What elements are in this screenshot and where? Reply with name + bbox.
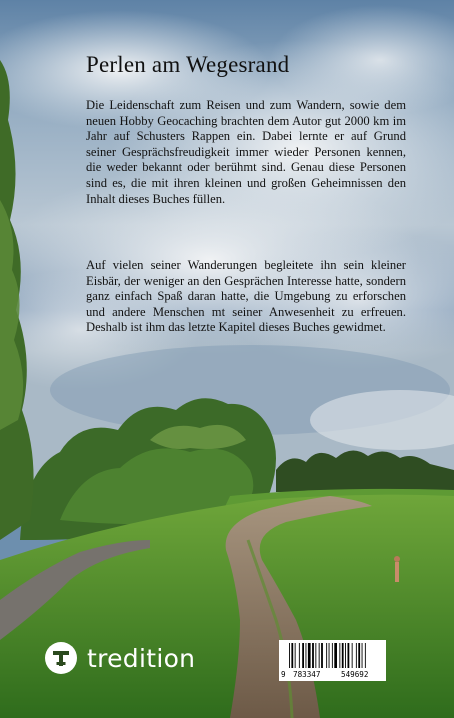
barcode-digits [279,670,386,680]
publisher-logo [44,640,195,676]
book-title: Perlen am Wegesrand [86,52,290,77]
barcode-first-digit: 9 [281,670,286,679]
blurb-paragraph-1: Die Leidenschaft zum Reisen und zum Wandern, sowie dem neuen Hobby Geocaching brachten dem Autor gut 2000 km im Jahr auf Schusters Rappen ein. Dabei lernte er auf Grund seiner Gesprächsfreudigkeit immer wieder Personen kennen, die weder bekannt oder berühmt sind. Genau diese Personen sind es, die mit ihren kleinen und großen Geheimnissen den Inhalt dieses Buches füllen. [86,98,406,206]
barcode-bars [279,640,386,670]
barcode-group-right: 549692 [341,670,369,679]
tredition-t-logo-icon [44,641,78,675]
blurb-paragraph-2: Auf vielen seiner Wanderungen begleitete ihn sein kleiner Eisbär, der weniger an den Gesprächen Interesse hatte, sondern ganz einfach Spaß daran hatte, die Umgebung zu erforschen und andere Menschen mt seiner Anwesenheit zu erfreuen. Deshalb ist ihm das letzte Kapitel dieses Buches gewidmet. [86,258,406,335]
isbn-barcode [279,640,386,681]
publisher-name: tredition [87,643,196,673]
barcode-group-left: 783347 [293,670,321,679]
